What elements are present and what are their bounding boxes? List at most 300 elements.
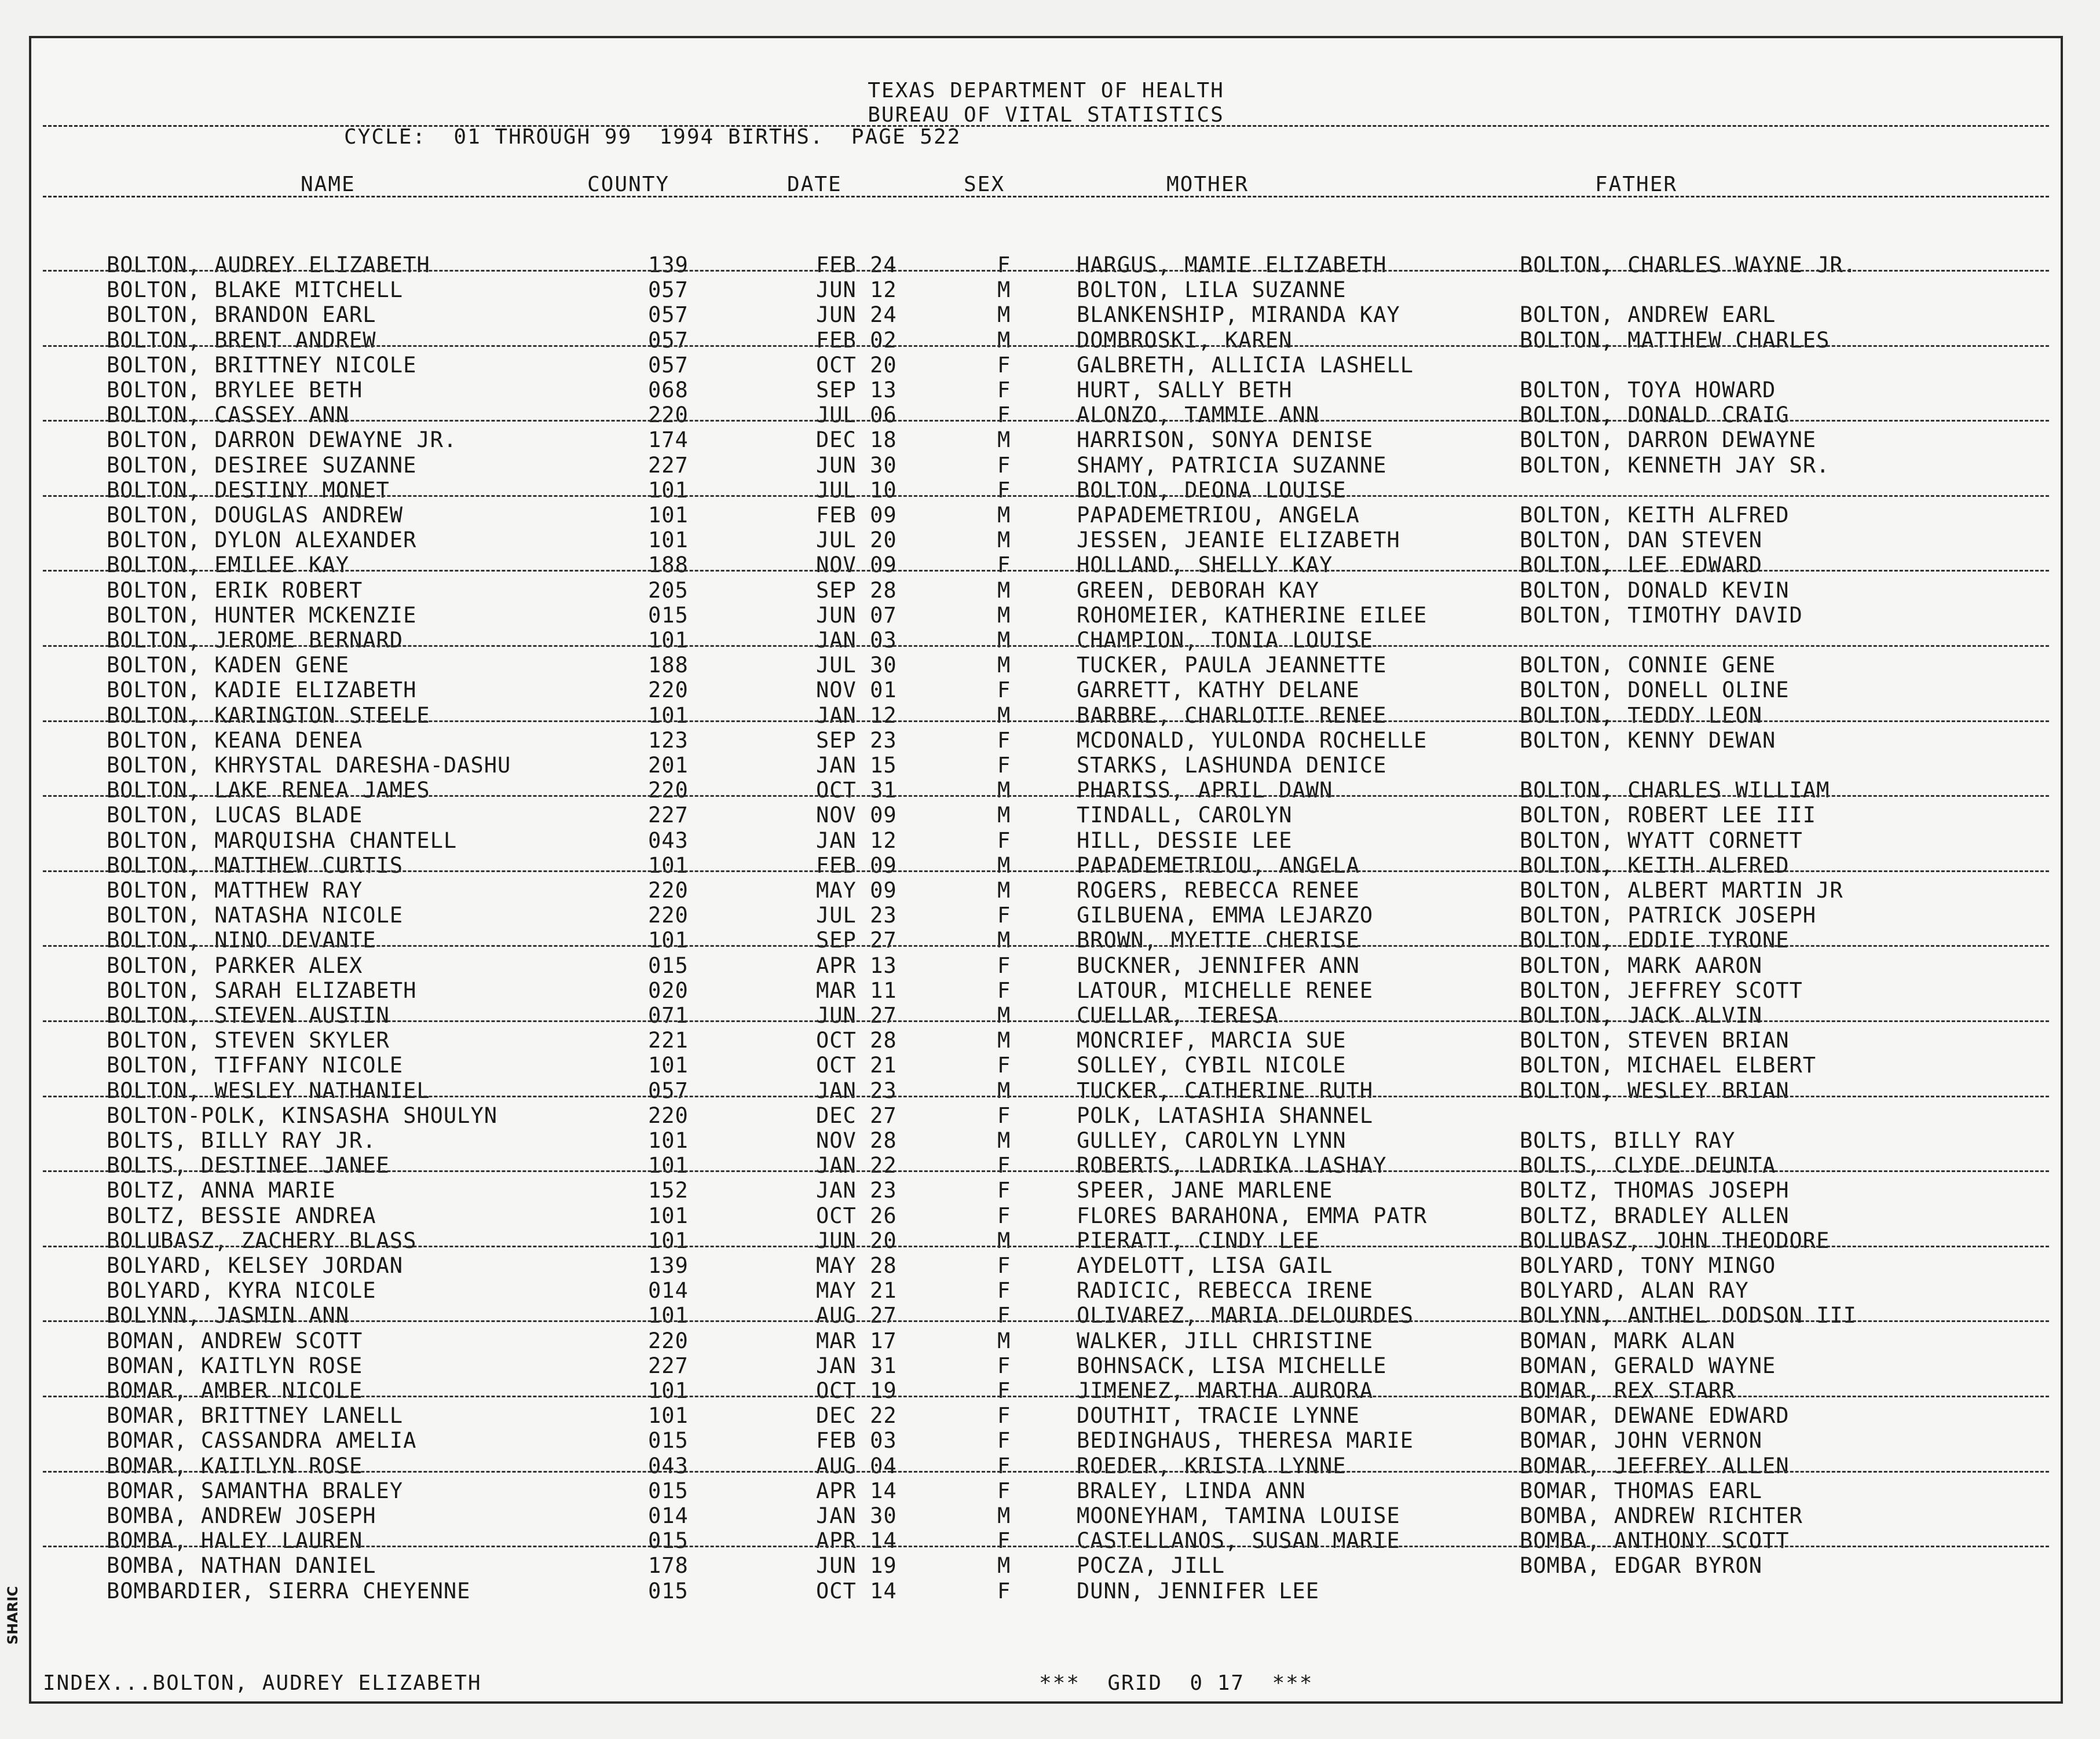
cell-county: 101 <box>648 1128 689 1153</box>
table-row <box>31 1278 2061 1303</box>
cell-name: BOLTZ, ANNA MARIE <box>107 1178 336 1203</box>
cell-name: BOLTON, BRITTNEY NICOLE <box>107 352 417 378</box>
cell-date: JUN 19 <box>816 1553 897 1579</box>
table-row <box>31 1478 2061 1503</box>
table-row <box>31 1378 2061 1403</box>
cell-county: 227 <box>648 803 689 828</box>
cell-mother: ALONZO, TAMMIE ANN <box>1077 402 1319 428</box>
cell-sex: F <box>997 1528 1011 1554</box>
table-row <box>31 503 2061 528</box>
cell-county: 220 <box>648 903 689 928</box>
table-row <box>31 453 2061 478</box>
cell-county: 057 <box>648 1078 689 1103</box>
cell-county: 101 <box>648 1053 689 1078</box>
cell-mother: GARRETT, KATHY DELANE <box>1077 678 1360 703</box>
cell-date: NOV 09 <box>816 552 897 578</box>
cell-father: BOLYNN, ANTHEL DODSON III <box>1520 1303 1857 1328</box>
cell-date: FEB 09 <box>816 503 897 528</box>
cell-mother: GILBUENA, EMMA LEJARZO <box>1077 903 1374 928</box>
cell-name: BOLTON, ERIK ROBERT <box>107 577 363 603</box>
cell-father: BOLTON, CHARLES WILLIAM <box>1520 778 1830 803</box>
cell-name: BOLYARD, KYRA NICOLE <box>107 1278 376 1304</box>
table-row <box>31 528 2061 552</box>
cell-county: 043 <box>648 828 689 853</box>
cell-date: JAN 30 <box>816 1503 897 1528</box>
cell-date: JUL 10 <box>816 477 897 503</box>
table-row <box>31 1253 2061 1278</box>
cell-sex: M <box>997 1078 1011 1103</box>
cell-date: MAR 11 <box>816 977 897 1003</box>
cell-father: BOMBA, EDGAR BYRON <box>1520 1553 1762 1579</box>
col-header-father: FATHER <box>1595 173 1678 196</box>
cell-sex: F <box>997 1428 1011 1454</box>
cell-name: BOLTON, BLAKE MITCHELL <box>107 277 404 303</box>
cell-name: BOMBA, ANDREW JOSEPH <box>107 1503 376 1528</box>
table-row <box>31 578 2061 603</box>
table-row <box>31 853 2061 878</box>
cell-date: JUN 30 <box>816 452 897 478</box>
cell-name: BOLTON, KADIE ELIZABETH <box>107 678 417 703</box>
cell-father: BOMAR, REX STARR <box>1520 1378 1736 1403</box>
cell-father: BOLYARD, TONY MINGO <box>1520 1253 1776 1278</box>
cell-name: BOMBA, HALEY LAUREN <box>107 1528 363 1554</box>
cell-date: JUL 06 <box>816 402 897 428</box>
cell-county: 014 <box>648 1503 689 1528</box>
table-row <box>31 903 2061 928</box>
cell-father: BOLTON, DAN STEVEN <box>1520 528 1762 553</box>
column-header-rule <box>43 196 2049 197</box>
table-row <box>31 1528 2061 1553</box>
cell-father: BOMAR, JOHN VERNON <box>1520 1428 1762 1454</box>
index-footer: INDEX...BOLTON, AUDREY ELIZABETH <box>43 1671 482 1695</box>
cell-mother: SPEER, JANE MARLENE <box>1077 1178 1333 1203</box>
cell-name: BOLYARD, KELSEY JORDAN <box>107 1253 404 1278</box>
cell-father: BOLTON, KENNY DEWAN <box>1520 727 1776 753</box>
cell-county: 101 <box>648 852 689 878</box>
cell-father: BOLUBASZ, JOHN THEODORE <box>1520 1228 1830 1253</box>
table-row <box>31 1103 2061 1128</box>
cell-mother: TINDALL, CAROLYN <box>1077 803 1293 828</box>
cell-county: 227 <box>648 1353 689 1378</box>
cell-sex: F <box>997 1303 1011 1328</box>
cell-name: BOLTON, MARQUISHA CHANTELL <box>107 828 458 853</box>
table-row <box>31 252 2061 277</box>
cell-county: 101 <box>648 503 689 528</box>
cell-name: BOLTON, BRANDON EARL <box>107 302 376 328</box>
cell-sex: M <box>997 1128 1011 1153</box>
table-row <box>31 1153 2061 1178</box>
col-header-sex: SEX <box>964 173 1005 196</box>
ledger-sheet <box>29 36 2063 1704</box>
cell-county: 188 <box>648 653 689 678</box>
cell-name: BOLTON, SARAH ELIZABETH <box>107 977 417 1003</box>
cell-sex: F <box>997 1103 1011 1128</box>
cell-county: 071 <box>648 1003 689 1028</box>
cell-sex: F <box>997 1203 1011 1228</box>
cell-county: 101 <box>648 1153 689 1178</box>
table-row <box>31 1303 2061 1328</box>
col-header-name: NAME <box>301 173 356 196</box>
cell-sex: F <box>997 552 1011 578</box>
cell-date: MAR 17 <box>816 1328 897 1353</box>
cell-date: JUN 20 <box>816 1228 897 1253</box>
table-row <box>31 828 2061 853</box>
side-tag: SHARIC <box>5 1586 21 1645</box>
cell-date: APR 14 <box>816 1478 897 1503</box>
cell-mother: PAPADEMETRIOU, ANGELA <box>1077 503 1360 528</box>
cell-date: FEB 03 <box>816 1428 897 1454</box>
table-row <box>31 328 2061 353</box>
table-row <box>31 427 2061 452</box>
cell-name: BOLTON, LUCAS BLADE <box>107 803 363 828</box>
cell-date: JAN 12 <box>816 828 897 853</box>
cell-sex: M <box>997 1228 1011 1253</box>
cell-date: JUL 30 <box>816 653 897 678</box>
table-row <box>31 778 2061 803</box>
cell-mother: RADICIC, REBECCA IRENE <box>1077 1278 1374 1304</box>
cell-father: BOLTON, MATTHEW CHARLES <box>1520 327 1830 353</box>
cell-date: OCT 28 <box>816 1028 897 1053</box>
cell-sex: M <box>997 1553 1011 1579</box>
cell-name: BOLTON, KARINGTON STEELE <box>107 702 430 728</box>
cell-mother: MCDONALD, YULONDA ROCHELLE <box>1077 727 1428 753</box>
cell-date: DEC 18 <box>816 427 897 453</box>
cell-father: BOLTON, EDDIE TYRONE <box>1520 928 1790 953</box>
cell-mother: MONCRIEF, MARCIA SUE <box>1077 1028 1347 1053</box>
cell-county: 043 <box>648 1453 689 1478</box>
cell-father: BOLTON, TEDDY LEON <box>1520 702 1762 728</box>
cell-county: 015 <box>648 1478 689 1503</box>
cell-mother: CUELLAR, TERESA <box>1077 1003 1279 1028</box>
table-row <box>31 277 2061 302</box>
cell-date: FEB 24 <box>816 252 897 277</box>
cell-mother: ROEDER, KRISTA LYNNE <box>1077 1453 1347 1478</box>
cell-county: 220 <box>648 402 689 428</box>
cell-sex: M <box>997 327 1011 353</box>
cell-father: BOLTON, DONELL OLINE <box>1520 678 1790 703</box>
cell-county: 227 <box>648 452 689 478</box>
cell-mother: BUCKNER, JENNIFER ANN <box>1077 953 1360 978</box>
cell-sex: F <box>997 1253 1011 1278</box>
cell-name: BOLTZ, BESSIE ANDREA <box>107 1203 376 1228</box>
table-row <box>31 1028 2061 1053</box>
col-header-mother: MOTHER <box>1166 173 1249 196</box>
cell-name: BOMAN, ANDREW SCOTT <box>107 1328 363 1353</box>
cell-father: BOLTON, DARRON DEWAYNE <box>1520 427 1817 453</box>
cell-name: BOLTON, DARRON DEWAYNE JR. <box>107 427 458 453</box>
cell-date: JUN 12 <box>816 277 897 303</box>
cell-sex: F <box>997 903 1011 928</box>
cell-name: BOLTON, KADEN GENE <box>107 653 349 678</box>
cell-sex: M <box>997 503 1011 528</box>
cell-county: 015 <box>648 1578 689 1603</box>
cell-county: 220 <box>648 1328 689 1353</box>
cell-mother: JIMENEZ, MARTHA AURORA <box>1077 1378 1374 1403</box>
cell-mother: BOLTON, DEONA LOUISE <box>1077 477 1347 503</box>
cell-date: OCT 14 <box>816 1578 897 1603</box>
cell-county: 220 <box>648 878 689 903</box>
grid-footer: *** GRID 0 17 *** <box>1039 1671 1314 1695</box>
cell-name: BOLTON, TIFFANY NICOLE <box>107 1053 404 1078</box>
cell-father: BOLTON, WESLEY BRIAN <box>1520 1078 1790 1103</box>
cell-mother: GREEN, DEBORAH KAY <box>1077 577 1319 603</box>
cell-county: 014 <box>648 1278 689 1304</box>
cell-county: 152 <box>648 1178 689 1203</box>
cell-mother: HOLLAND, SHELLY KAY <box>1077 552 1333 578</box>
cell-father: BOLTON, DONALD CRAIG <box>1520 402 1790 428</box>
cell-father: BOLYARD, ALAN RAY <box>1520 1278 1749 1304</box>
table-row <box>31 552 2061 577</box>
cell-name: BOLTON, DOUGLAS ANDREW <box>107 503 404 528</box>
cell-name: BOMBARDIER, SIERRA CHEYENNE <box>107 1578 471 1603</box>
cell-date: OCT 19 <box>816 1378 897 1403</box>
cell-date: OCT 21 <box>816 1053 897 1078</box>
cell-sex: F <box>997 1278 1011 1304</box>
cell-name: BOLTON, EMILEE KAY <box>107 552 349 578</box>
table-row <box>31 353 2061 378</box>
cell-father: BOMAN, GERALD WAYNE <box>1520 1353 1776 1378</box>
cell-sex: M <box>997 1328 1011 1353</box>
bureau-title: BUREAU OF VITAL STATISTICS <box>868 103 1224 127</box>
cell-mother: POLK, LATASHIA SHANNEL <box>1077 1103 1374 1128</box>
cell-name: BOLTON, KEANA DENEA <box>107 727 363 753</box>
cell-mother: CHAMPION, TONIA LOUISE <box>1077 628 1374 653</box>
cell-name: BOLTON, CASSEY ANN <box>107 402 349 428</box>
cell-sex: M <box>997 852 1011 878</box>
table-row <box>31 1053 2061 1078</box>
cell-sex: F <box>997 753 1011 778</box>
cell-county: 068 <box>648 378 689 402</box>
cell-father: BOLTON, CHARLES WAYNE JR. <box>1520 252 1857 277</box>
cell-sex: F <box>997 1178 1011 1203</box>
cell-county: 139 <box>648 1253 689 1278</box>
cell-father: BOLTON, LEE EDWARD <box>1520 552 1762 578</box>
cell-sex: F <box>997 1478 1011 1503</box>
cell-father: BOLTON, TOYA HOWARD <box>1520 378 1776 402</box>
cell-date: JAN 23 <box>816 1178 897 1203</box>
cell-date: SEP 28 <box>816 577 897 603</box>
cell-mother: HURT, SALLY BETH <box>1077 378 1293 402</box>
table-row <box>31 1454 2061 1478</box>
table-row <box>31 653 2061 678</box>
cell-county: 174 <box>648 427 689 453</box>
cell-sex: F <box>997 1153 1011 1178</box>
cell-mother: POCZA, JILL <box>1077 1553 1225 1579</box>
cell-date: JAN 31 <box>816 1353 897 1378</box>
cell-sex: M <box>997 653 1011 678</box>
cell-name: BOLTON-POLK, KINSASHA SHOULYN <box>107 1103 498 1128</box>
cell-mother: ROBERTS, LADRIKA LASHAY <box>1077 1153 1387 1178</box>
cell-name: BOLTON, KHRYSTAL DARESHA-DASHU <box>107 753 511 778</box>
cell-date: JUN 27 <box>816 1003 897 1028</box>
table-row <box>31 953 2061 978</box>
table-row <box>31 1078 2061 1103</box>
cell-county: 101 <box>648 477 689 503</box>
cell-name: BOLUBASZ, ZACHERY BLASS <box>107 1228 417 1253</box>
cell-date: JAN 23 <box>816 1078 897 1103</box>
cell-sex: M <box>997 878 1011 903</box>
cell-name: BOLTON, PARKER ALEX <box>107 953 363 978</box>
cell-name: BOLTON, JEROME BERNARD <box>107 628 404 653</box>
cell-sex: F <box>997 1453 1011 1478</box>
cell-county: 101 <box>648 1228 689 1253</box>
cell-father: BOLTON, STEVEN BRIAN <box>1520 1028 1790 1053</box>
table-row <box>31 878 2061 903</box>
cell-mother: ROHOMEIER, KATHERINE EILEE <box>1077 602 1428 628</box>
cell-sex: F <box>997 378 1011 402</box>
cell-name: BOLTS, DESTINEE JANEE <box>107 1153 390 1178</box>
table-row <box>31 1228 2061 1253</box>
cell-name: BOMAR, KAITLYN ROSE <box>107 1453 363 1478</box>
cell-name: BOLTON, BRYLEE BETH <box>107 378 363 402</box>
cell-sex: F <box>997 828 1011 853</box>
cell-sex: M <box>997 602 1011 628</box>
cell-sex: F <box>997 977 1011 1003</box>
cell-sex: F <box>997 477 1011 503</box>
table-row <box>31 1128 2061 1153</box>
cell-county: 123 <box>648 727 689 753</box>
cell-mother: BEDINGHAUS, THERESA MARIE <box>1077 1428 1414 1454</box>
cell-sex: M <box>997 302 1011 328</box>
cell-mother: TUCKER, CATHERINE RUTH <box>1077 1078 1374 1103</box>
cell-county: 101 <box>648 928 689 953</box>
cell-sex: F <box>997 1353 1011 1378</box>
table-row <box>31 753 2061 778</box>
cell-sex: M <box>997 803 1011 828</box>
cell-father: BOLTON, JEFFREY SCOTT <box>1520 977 1803 1003</box>
cell-county: 101 <box>648 628 689 653</box>
cell-name: BOLYNN, JASMIN ANN <box>107 1303 349 1328</box>
cell-name: BOLTON, NATASHA NICOLE <box>107 903 404 928</box>
cell-date: OCT 31 <box>816 778 897 803</box>
cell-mother: BLANKENSHIP, MIRANDA KAY <box>1077 302 1400 328</box>
cell-date: NOV 28 <box>816 1128 897 1153</box>
cell-mother: HILL, DESSIE LEE <box>1077 828 1293 853</box>
table-row <box>31 1003 2061 1028</box>
cell-father: BOMAR, DEWANE EDWARD <box>1520 1403 1790 1429</box>
cell-mother: SOLLEY, CYBIL NICOLE <box>1077 1053 1347 1078</box>
cell-sex: F <box>997 1578 1011 1603</box>
cell-mother: PAPADEMETRIOU, ANGELA <box>1077 852 1360 878</box>
cell-name: BOMBA, NATHAN DANIEL <box>107 1553 376 1579</box>
cell-mother: CASTELLANOS, SUSAN MARIE <box>1077 1528 1400 1554</box>
cell-county: 101 <box>648 1403 689 1429</box>
cell-mother: PHARISS, APRIL DAWN <box>1077 778 1333 803</box>
cell-name: BOLTON, DESIREE SUZANNE <box>107 452 417 478</box>
cell-county: 220 <box>648 778 689 803</box>
cell-mother: MOONEYHAM, TAMINA LOUISE <box>1077 1503 1400 1528</box>
cell-father: BOMBA, ANDREW RICHTER <box>1520 1503 1803 1528</box>
cell-date: NOV 01 <box>816 678 897 703</box>
cell-father: BOLTON, WYATT CORNETT <box>1520 828 1803 853</box>
cell-name: BOLTON, AUDREY ELIZABETH <box>107 252 430 277</box>
cell-county: 057 <box>648 327 689 353</box>
cell-sex: M <box>997 528 1011 553</box>
cell-name: BOMAR, CASSANDRA AMELIA <box>107 1428 417 1454</box>
cell-date: FEB 09 <box>816 852 897 878</box>
cell-name: BOMAR, BRITTNEY LANELL <box>107 1403 404 1429</box>
cell-sex: F <box>997 953 1011 978</box>
cell-father: BOLTON, CONNIE GENE <box>1520 653 1776 678</box>
cell-date: OCT 20 <box>816 352 897 378</box>
cell-county: 015 <box>648 1528 689 1554</box>
cell-mother: ROGERS, REBECCA RENEE <box>1077 878 1360 903</box>
cell-father: BOLTS, BILLY RAY <box>1520 1128 1736 1153</box>
cell-name: BOLTON, BRENT ANDREW <box>107 327 376 353</box>
cell-date: MAY 28 <box>816 1253 897 1278</box>
cell-county: 101 <box>648 1378 689 1403</box>
cell-date: FEB 02 <box>816 327 897 353</box>
table-row <box>31 1579 2061 1603</box>
cell-mother: OLIVAREZ, MARIA DELOURDES <box>1077 1303 1414 1328</box>
cell-date: DEC 27 <box>816 1103 897 1128</box>
cell-date: JUN 07 <box>816 602 897 628</box>
cell-father: BOLTON, TIMOTHY DAVID <box>1520 602 1803 628</box>
cycle-line: CYCLE: 01 THROUGH 99 1994 BIRTHS. PAGE 522 <box>344 125 961 149</box>
cell-mother: BOLTON, LILA SUZANNE <box>1077 277 1347 303</box>
col-header-date: DATE <box>787 173 842 196</box>
cell-county: 101 <box>648 528 689 553</box>
cell-county: 015 <box>648 1428 689 1454</box>
table-row <box>31 803 2061 828</box>
cell-county: 020 <box>648 977 689 1003</box>
cell-county: 015 <box>648 953 689 978</box>
cell-sex: F <box>997 1378 1011 1403</box>
cell-name: BOLTON, DYLON ALEXANDER <box>107 528 417 553</box>
cell-name: BOLTON, LAKE RENEA JAMES <box>107 778 430 803</box>
table-row <box>31 378 2061 402</box>
agency-title: TEXAS DEPARTMENT OF HEALTH <box>868 79 1224 102</box>
cell-county: 201 <box>648 753 689 778</box>
cell-father: BOLTZ, BRADLEY ALLEN <box>1520 1203 1790 1228</box>
cell-mother: HARGUS, MAMIE ELIZABETH <box>1077 252 1387 277</box>
cell-mother: GALBRETH, ALLICIA LASHELL <box>1077 352 1414 378</box>
cell-name: BOLTON, MATTHEW CURTIS <box>107 852 404 878</box>
cell-county: 101 <box>648 702 689 728</box>
table-row <box>31 1353 2061 1378</box>
cell-mother: JESSEN, JEANIE ELIZABETH <box>1077 528 1400 553</box>
cell-date: DEC 22 <box>816 1403 897 1429</box>
cell-mother: GULLEY, CAROLYN LYNN <box>1077 1128 1347 1153</box>
cell-mother: PIERATT, CINDY LEE <box>1077 1228 1319 1253</box>
cell-father: BOMAR, JEFFREY ALLEN <box>1520 1453 1790 1478</box>
table-row <box>31 603 2061 628</box>
cell-county: 220 <box>648 1103 689 1128</box>
cell-county: 139 <box>648 252 689 277</box>
cell-name: BOLTON, NINO DEVANTE <box>107 928 376 953</box>
cell-county: 101 <box>648 1203 689 1228</box>
cell-county: 057 <box>648 352 689 378</box>
cell-date: SEP 13 <box>816 378 897 402</box>
table-row <box>31 1203 2061 1228</box>
cell-father: BOLTON, KEITH ALFRED <box>1520 852 1790 878</box>
cell-name: BOMAN, KAITLYN ROSE <box>107 1353 363 1378</box>
cell-county: 178 <box>648 1553 689 1579</box>
cell-date: NOV 09 <box>816 803 897 828</box>
cell-mother: AYDELOTT, LISA GAIL <box>1077 1253 1333 1278</box>
table-row <box>31 678 2061 702</box>
table-row <box>31 1428 2061 1453</box>
cell-name: BOLTS, BILLY RAY JR. <box>107 1128 376 1153</box>
cell-father: BOLTON, KENNETH JAY SR. <box>1520 452 1830 478</box>
cell-sex: F <box>997 452 1011 478</box>
cell-mother: WALKER, JILL CHRISTINE <box>1077 1328 1374 1353</box>
cell-sex: F <box>997 402 1011 428</box>
cell-mother: BROWN, MYETTE CHERISE <box>1077 928 1360 953</box>
cell-county: 205 <box>648 577 689 603</box>
table-row <box>31 1403 2061 1428</box>
table-row <box>31 978 2061 1003</box>
